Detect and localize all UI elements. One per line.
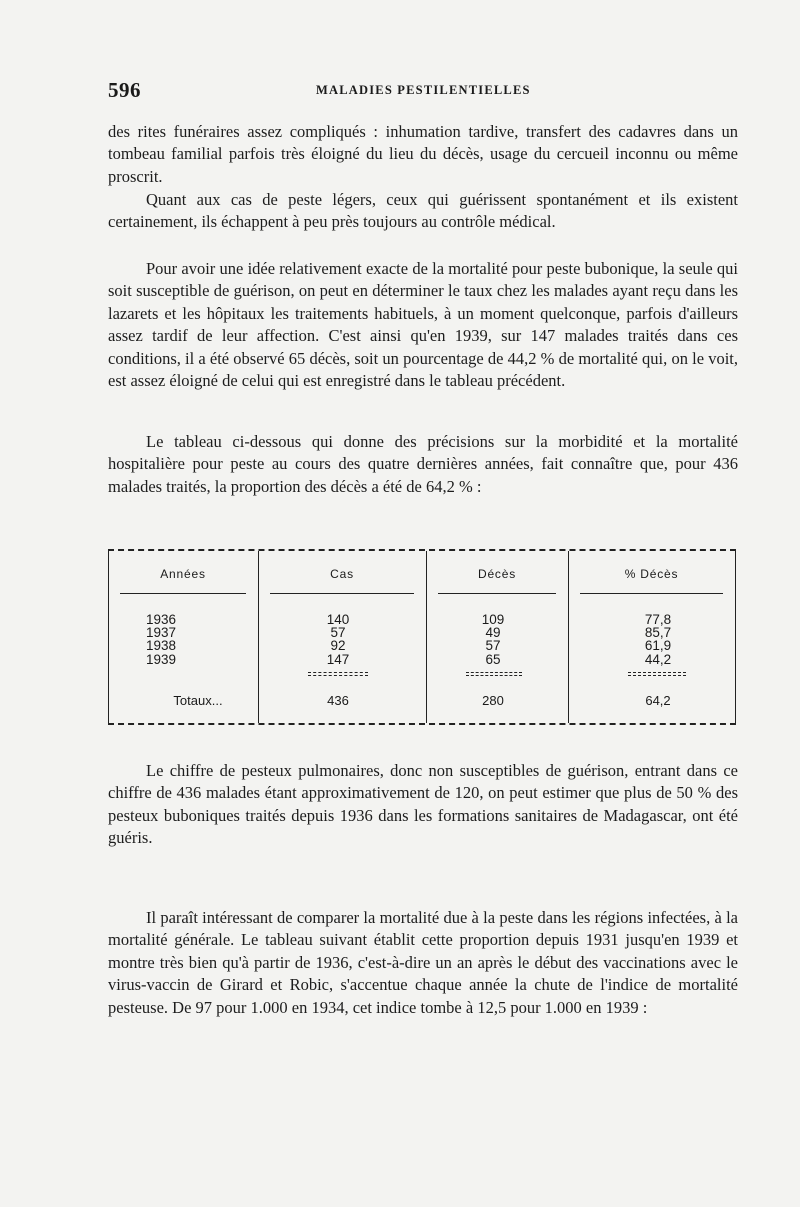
page-number: 596: [108, 78, 141, 102]
table-cell: 49: [485, 625, 501, 641]
header-rule: [580, 593, 723, 594]
column-header-pct-deces: % Décès: [624, 567, 679, 581]
table-cell: 65: [485, 651, 501, 667]
paragraph-6: Il paraît intéressant de comparer la mortalité due à la peste dans les régions infectées, à la mortalité générale. Le tableau suivant établit cette proportion depuis 1931 jusqu'en 1939 et montre très bien qu'à partir de 1936, c'est-à-dire un an après le début des vaccinations avec le virus-vaccin de Girard et Robic, s'accentue chaque année la chute de l'indice de mortalité pesteuse. De 97 pour 1.000 en 1934, cet indice tombe à 12,5 pour 1.000 en 1939 :: [108, 908, 738, 1017]
years-column: [116, 613, 206, 666]
paragraph-4: Le tableau ci-dessous qui donne des précisions sur la morbidité et la mortalité hospitalière pour peste au cours des quatre dernières années, fait connaître que, pour 436 malades traités, la proportion des décès a été de 64,2 % :: [108, 432, 738, 496]
totals-deces: 280: [482, 693, 504, 708]
table-cell: 1938: [145, 638, 177, 654]
paragraph-2: Quant aux cas de peste légers, ceux qui guérissent spontanément et ils existent certainement, ils échappent à peu près toujours au contrôle médical.: [108, 190, 738, 232]
table-cell: 140: [326, 612, 350, 627]
table-cell: 109: [481, 612, 505, 627]
table-cell: 57: [485, 638, 501, 654]
table-cell: 77,8: [644, 612, 672, 627]
paragraph-5: Le chiffre de pesteux pulmonaires, donc non susceptibles de guérison, entrant dans ce chiffre de 436 malades étant approximativement de 120, on peut estimer que plus de 50 % des pesteux buboniques traités depuis 1936 dans les formations sanitaires de Madagascar, ont été guéris.: [108, 761, 738, 848]
table-cell: 57: [330, 625, 346, 641]
page-header: [108, 78, 740, 104]
header-rule: [270, 593, 414, 594]
sum-rule: [466, 672, 522, 676]
table-cell: 85,7: [644, 625, 672, 641]
column-header-deces: Décès: [477, 567, 516, 581]
running-title: MALADIES PESTILENTIELLES: [316, 83, 531, 97]
sum-rule: [628, 672, 686, 676]
table-top-border: [108, 549, 736, 551]
totals-label: Totaux...: [173, 693, 223, 708]
paragraph-3: Pour avoir une idée relativement exacte de la mortalité pour peste bubonique, la seule qui soit susceptible de guérison, on peut en déterminer le taux chez les malades ayant reçu dans les lazarets et les hôpitaux les traitements habituels, à un moment quelconque, parfois d'ailleurs assez tardif de leur affection. C'est ainsi qu'en 1939, sur 147 malades traités dans ces conditions, il a été observé 65 décès, soit un pourcentage de 44,2 % de mortalité qui, on le voit, est assez éloigné de celui qui est enregistré dans le tableau précédent.: [108, 259, 738, 391]
cas-column: [293, 613, 383, 666]
deces-column: [448, 613, 538, 666]
pct-deces-column: [608, 613, 708, 666]
column-header-cas: Cas: [330, 567, 354, 581]
header-rule: [120, 593, 246, 594]
totals-pct-deces: 64,2: [645, 693, 671, 708]
table-cell: 61,9: [644, 638, 672, 654]
table-cell: 1936: [145, 612, 177, 627]
paragraph-1: des rites funéraires assez compliqués : inhumation tardive, transfert des cadavres dans un tombeau familial parfois très éloigné du lieu du décès, usage du cercueil inconnu ou même proscrit.: [108, 122, 738, 186]
table-cell: 92: [330, 638, 346, 654]
table-bottom-border: [108, 723, 736, 725]
table-cell: 1939: [145, 651, 177, 667]
table-cell: 1937: [145, 625, 177, 641]
mortality-table: [108, 541, 736, 729]
header-rule: [438, 593, 556, 594]
column-header-annees: Années: [160, 567, 206, 581]
table-cell: 44,2: [644, 651, 672, 667]
table-right-border: [735, 551, 736, 723]
totals-cas: 436: [327, 693, 349, 708]
sum-rule: [308, 672, 368, 676]
table-cell: 147: [326, 651, 350, 667]
